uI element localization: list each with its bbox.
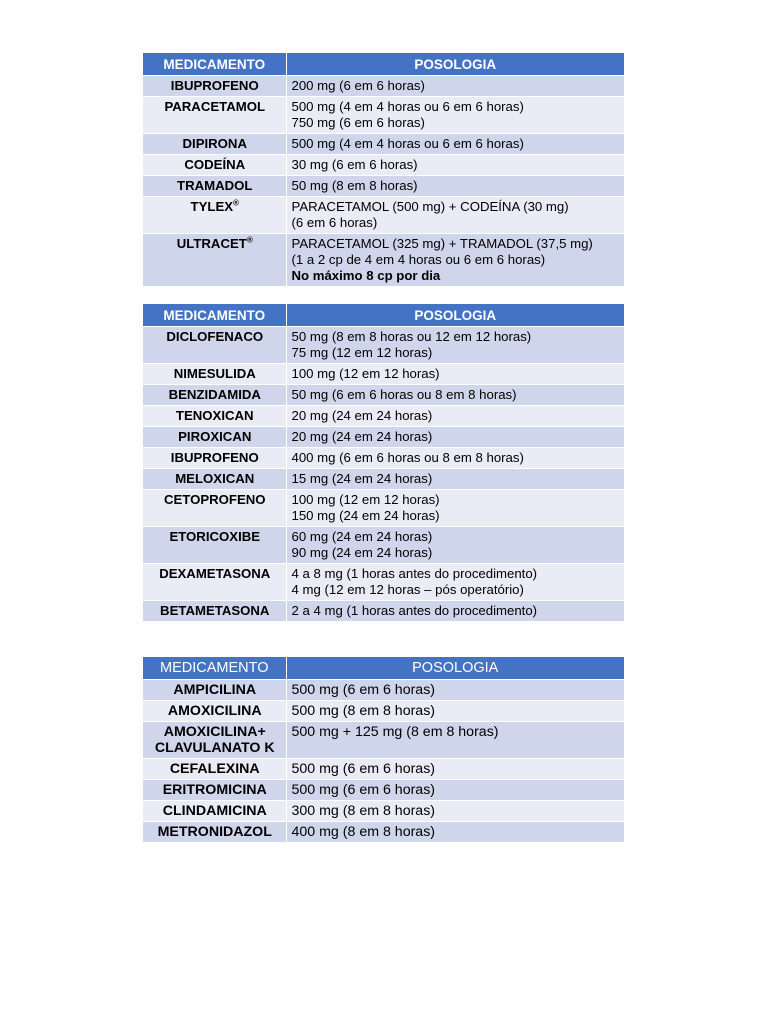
dosage-warning: No máximo 8 cp por dia: [291, 268, 441, 283]
table-row: [143, 780, 624, 801]
dosage: [286, 490, 624, 527]
drug-name: TRAMADOL: [143, 176, 286, 197]
dosage: [286, 234, 624, 287]
dosage-line: 50 mg (8 em 8 horas ou 12 em 12 horas): [291, 329, 532, 344]
drug-name: DIPIRONA: [143, 134, 286, 155]
header-medicamento: MEDICAMENTO: [143, 304, 286, 327]
drug-name: CLINDAMICINA: [143, 801, 286, 822]
dosage-line: 50 mg (6 em 6 horas ou 8 em 8 horas): [291, 387, 517, 402]
header-medicamento: MEDICAMENTO: [143, 657, 286, 680]
table-row: [143, 701, 624, 722]
dosage-line: PARACETAMOL (325 mg) + TRAMADOL (37,5 mg): [291, 236, 593, 251]
dosage-line: 500 mg (6 em 6 horas): [291, 682, 436, 698]
dosage: [286, 76, 624, 97]
table-row: [143, 197, 624, 234]
drug-name-text: TYLEX: [190, 199, 234, 214]
table-row: [143, 801, 624, 822]
registered-mark: ®: [233, 198, 239, 208]
table-row: [143, 427, 624, 448]
drug-name: ERITROMICINA: [143, 780, 286, 801]
table-row: [143, 564, 624, 601]
table-row: [143, 234, 624, 287]
dosage: [286, 680, 624, 701]
dosage-line: 20 mg (24 em 24 horas): [291, 408, 433, 423]
drug-name: ETORICOXIBE: [143, 527, 286, 564]
table-row: [143, 176, 624, 197]
dosage: [286, 176, 624, 197]
table-header-row: [143, 657, 624, 680]
anti-inflammatories-table: [143, 304, 624, 621]
dosage-line: 150 mg (24 em 24 horas): [291, 508, 440, 523]
drug-name: AMOXICILINA: [143, 701, 286, 722]
drug-name: NIMESULIDA: [143, 364, 286, 385]
table-row: [143, 76, 624, 97]
dosage-line: 4 mg (12 em 12 horas – pós operatório): [291, 582, 524, 597]
dosage: [286, 427, 624, 448]
dosage-line: 500 mg + 125 mg (8 em 8 horas): [291, 724, 499, 740]
header-posologia: POSOLOGIA: [286, 304, 624, 327]
drug-name: [143, 197, 286, 234]
dosage: [286, 385, 624, 406]
table-row: [143, 385, 624, 406]
drug-name: TENOXICAN: [143, 406, 286, 427]
registered-mark: ®: [246, 235, 253, 245]
table-row: [143, 155, 624, 176]
table-row: [143, 601, 624, 622]
dosage-line: 500 mg (4 em 4 horas ou 6 em 6 horas): [291, 99, 524, 114]
dosage-line: 200 mg (6 em 6 horas): [291, 78, 425, 93]
dosage-line: 20 mg (24 em 24 horas): [291, 429, 433, 444]
drug-name: CODEÍNA: [143, 155, 286, 176]
dosage: [286, 801, 624, 822]
drug-name: IBUPROFENO: [143, 76, 286, 97]
dosage-line: 90 mg (24 em 24 horas): [291, 545, 433, 560]
dosage-line: 30 mg (6 em 6 horas): [291, 157, 418, 172]
table-row: [143, 680, 624, 701]
dosage-line: 300 mg (8 em 8 horas): [291, 803, 436, 819]
dosage: [286, 134, 624, 155]
table-row: [143, 97, 624, 134]
header-posologia: POSOLOGIA: [286, 657, 624, 680]
table-header-row: [143, 53, 624, 76]
table-row: [143, 364, 624, 385]
table-row: [143, 134, 624, 155]
dosage: [286, 564, 624, 601]
analgesics-table: [143, 53, 624, 286]
dosage: [286, 527, 624, 564]
header-posologia: POSOLOGIA: [286, 53, 624, 76]
dosage-line: 15 mg (24 em 24 horas): [291, 471, 433, 486]
dosage-line: 750 mg (6 em 6 horas): [291, 115, 425, 130]
dosage: [286, 469, 624, 490]
drug-name: CETOPROFENO: [143, 490, 286, 527]
dosage-line: 50 mg (8 em 8 horas): [291, 178, 418, 193]
table-row: [143, 527, 624, 564]
dosage: [286, 97, 624, 134]
dosage: [286, 448, 624, 469]
drug-name: DICLOFENACO: [143, 327, 286, 364]
table-row: [143, 822, 624, 843]
header-medicamento: MEDICAMENTO: [143, 53, 286, 76]
dosage-line: 400 mg (8 em 8 horas): [291, 824, 436, 840]
dosage-line: 2 a 4 mg (1 horas antes do procedimento): [291, 603, 538, 618]
drug-name: CEFALEXINA: [143, 759, 286, 780]
drug-name: MELOXICAN: [143, 469, 286, 490]
dosage: [286, 822, 624, 843]
dosage-line: 4 a 8 mg (1 horas antes do procedimento): [291, 566, 538, 581]
dosage: [286, 601, 624, 622]
dosage: [286, 364, 624, 385]
dosage-line: 75 mg (12 em 12 horas): [291, 345, 433, 360]
dosage-line: 60 mg (24 em 24 horas): [291, 529, 433, 544]
dosage-line: (1 a 2 cp de 4 em 4 horas ou 6 em 6 horas): [291, 252, 546, 267]
table-row: [143, 722, 624, 759]
dosage: [286, 406, 624, 427]
dosage-line: 500 mg (6 em 6 horas): [291, 782, 436, 798]
table-row: [143, 759, 624, 780]
drug-name: [143, 234, 286, 287]
dosage-line: 100 mg (12 em 12 horas): [291, 492, 440, 507]
dosage-line: 100 mg (12 em 12 horas): [291, 366, 440, 381]
dosage: [286, 759, 624, 780]
table-row: [143, 469, 624, 490]
drug-name-line: AMOXICILINA+: [163, 724, 266, 740]
table-header-row: [143, 304, 624, 327]
table-row: [143, 490, 624, 527]
drug-name: [143, 722, 286, 759]
drug-name: PARACETAMOL: [143, 97, 286, 134]
drug-name-line: CLAVULANATO K: [154, 740, 275, 756]
table-row: [143, 448, 624, 469]
dosage-line: (6 em 6 horas): [291, 215, 378, 230]
drug-name: BETAMETASONA: [143, 601, 286, 622]
drug-name: DEXAMETASONA: [143, 564, 286, 601]
dosage: [286, 327, 624, 364]
drug-name-text: ULTRACET: [176, 236, 247, 251]
drug-name: IBUPROFENO: [143, 448, 286, 469]
dosage: [286, 197, 624, 234]
dosage: [286, 780, 624, 801]
drug-name: BENZIDAMIDA: [143, 385, 286, 406]
dosage-line: 500 mg (6 em 6 horas): [291, 761, 436, 777]
drug-name: AMPICILINA: [143, 680, 286, 701]
table-row: [143, 327, 624, 364]
dosage-line: 400 mg (6 em 6 horas ou 8 em 8 horas): [291, 450, 524, 465]
drug-name: PIROXICAN: [143, 427, 286, 448]
dosage: [286, 701, 624, 722]
drug-name: METRONIDAZOL: [143, 822, 286, 843]
dosage-line: 500 mg (8 em 8 horas): [291, 703, 436, 719]
dosage: [286, 155, 624, 176]
dosage: [286, 722, 624, 759]
antibiotics-table: [143, 657, 624, 842]
table-row: [143, 406, 624, 427]
dosage-line: 500 mg (4 em 4 horas ou 6 em 6 horas): [291, 136, 524, 151]
dosage-line: PARACETAMOL (500 mg) + CODEÍNA (30 mg): [291, 199, 569, 214]
